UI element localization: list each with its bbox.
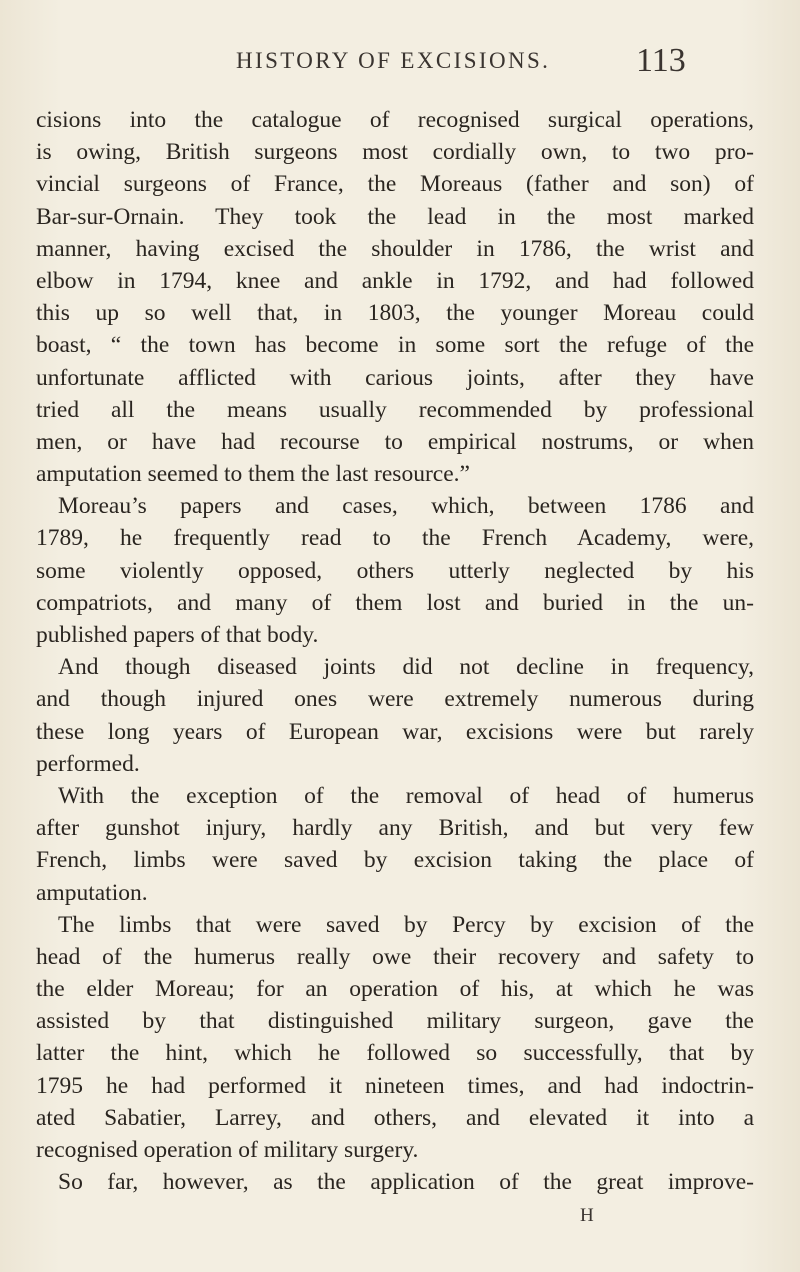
text-line: elbow in 1794, knee and ankle in 1792, and had followed: [36, 267, 754, 294]
text-line: amputation.: [36, 879, 148, 906]
text-line: ated Sabatier, Larrey, and others, and elevated it into a: [36, 1104, 754, 1131]
text-line: And though diseased joints did not decline in frequency,: [58, 654, 754, 681]
text-line: 1795 he had performed it nineteen times, and had indoctrin-: [36, 1072, 754, 1099]
text-line: performed.: [36, 750, 140, 777]
running-head: HISTORY OF EXCISIONS.: [236, 48, 551, 73]
text-line: boast, “ the town has become in some sort the refuge of the: [36, 332, 754, 359]
text-line: the elder Moreau; for an operation of his, at which he was: [36, 976, 754, 1003]
text-line: assisted by that distinguished military surgeon, gave the: [36, 1008, 754, 1035]
text-line: 1789, he frequently read to the French Academy, were,: [36, 525, 754, 552]
text-line: is owing, British surgeons most cordially own, to two pro-: [36, 139, 754, 166]
text-line: With the exception of the removal of head of humerus: [58, 782, 754, 809]
printer-signature-mark: H: [580, 1205, 594, 1226]
text-line: Bar-sur-Ornain. They took the lead in the most marked: [36, 203, 754, 230]
text-line: this up so well that, in 1803, the younger Moreau could: [36, 300, 754, 327]
text-line: latter the hint, which he followed so successfully, that by: [36, 1040, 754, 1067]
text-line: French, limbs were saved by excision taking the place of: [36, 847, 754, 874]
text-line: these long years of European war, excisions were but rarely: [36, 718, 754, 745]
text-line: amputation seemed to them the last resource.”: [36, 461, 470, 488]
text-line: tried all the means usually recommended by professional: [36, 396, 754, 423]
text-line: compatriots, and many of them lost and buried in the un-: [36, 589, 754, 616]
text-line: The limbs that were saved by Percy by excision of the: [58, 911, 754, 938]
text-line: recognised operation of military surgery.: [36, 1137, 419, 1163]
text-line: some violently opposed, others utterly neglected by his: [36, 557, 754, 584]
text-line: published papers of that body.: [36, 622, 319, 648]
text-line: after gunshot injury, hardly any British, and but very few: [36, 815, 754, 842]
page-header: [0, 42, 800, 88]
text-line: manner, having excised the shoulder in 1786, the wrist and: [36, 235, 754, 262]
text-line: Moreau’s papers and cases, which, between 1786 and: [58, 493, 754, 520]
text-line: and though injured ones were extremely numerous during: [36, 686, 754, 713]
body-text: [36, 104, 754, 1198]
text-line: men, or have had recourse to empirical nostrums, or when: [36, 428, 754, 455]
text-line: So far, however, as the application of the great improve-: [58, 1169, 754, 1196]
text-line: cisions into the catalogue of recognised surgical operations,: [36, 107, 754, 133]
text-line: unfortunate afflicted with carious joints, after they have: [36, 364, 754, 391]
text-line: vincial surgeons of France, the Moreaus (father and son) of: [36, 171, 754, 198]
page-number: 113: [636, 42, 686, 79]
text-line: head of the humerus really owe their recovery and safety to: [36, 943, 754, 970]
